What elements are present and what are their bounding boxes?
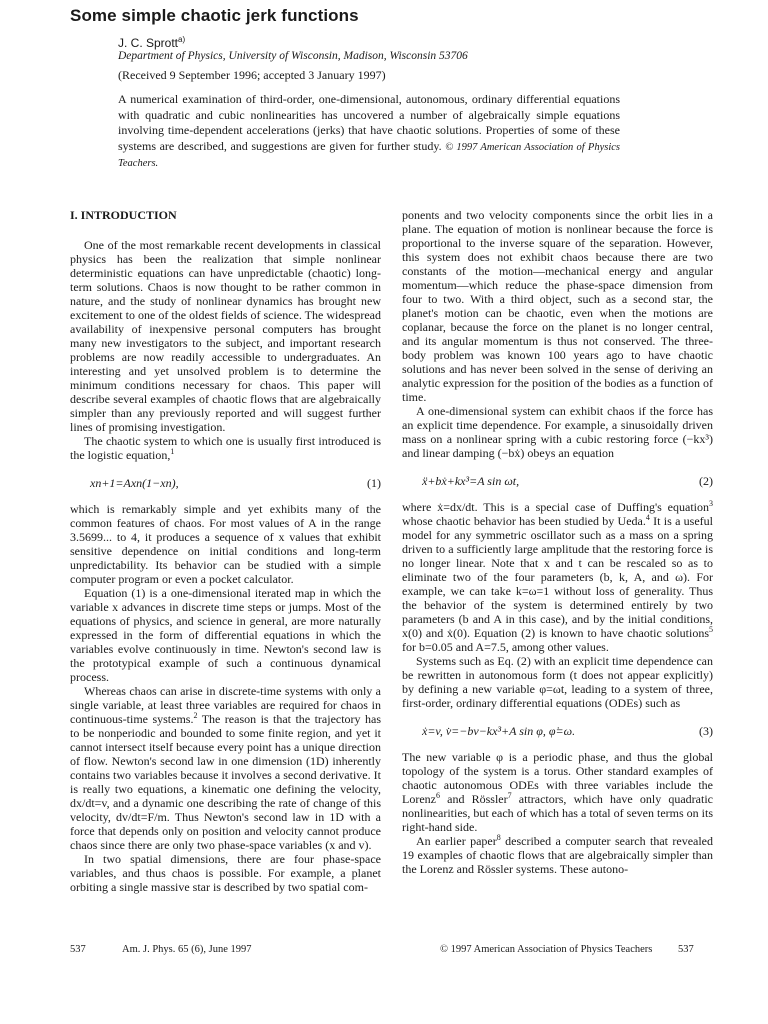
equation-1 bbox=[70, 476, 381, 490]
equation-1-number: (1) bbox=[367, 476, 381, 490]
paragraph-text: It is a useful model for any symmetric oscillator such as a mass on a spring driven to a sufficiently large amplitude that the restoring force is no longer linear. Note that x and t can be rescaled so as to eliminate two of the four parameters (b, k, A, and ω). For example, we can take k=ω=1 without loss of generality. Thus the behavior of the system is determined entirely by two parameters (b and A in this case), and by the initial conditions, x(0) and ẋ(0). Equation (2) is known to have chaotic solutions bbox=[402, 514, 713, 640]
paragraph bbox=[70, 684, 381, 852]
reference-mark: 5 bbox=[709, 625, 713, 634]
footer-page-number-right: 537 bbox=[678, 944, 694, 955]
paragraph: One of the most remarkable recent developments in classical physics has been the realization that simple nonlinear deterministic equations can have unpredictable (chaotic) long-term solutions. Chaos is now thought to be rather common in nature, and the study of nonlinear dynamics has brought new excitement to one of the oldest fields of science. The widespread availability of inexpensive personal computers has brought many new investigators to the subject, and important research problems are now readily accessible to undergraduates. An interesting and yet unsolved problem is to determine the minimum conditions necessary for chaos. This paper will describe several examples of chaotic flows that are algebraically simpler than any previously reported and will suggest further lines of promising investigation. bbox=[70, 238, 381, 434]
equation-3-number: (3) bbox=[699, 724, 713, 738]
paragraph-text: whose chaotic behavior has been studied by Ueda. bbox=[402, 514, 646, 528]
paragraph bbox=[402, 834, 713, 876]
equation-2-number: (2) bbox=[699, 474, 713, 488]
paragraph: which is remarkably simple and yet exhibits many of the common features of chaos. For most values of A in the range 3.5699... to 4, it produces a sequence of x values that exhibit sensitive dependence on initial conditions and long-term unpredictability. Its behavior can be studied with a simple computer program or even a pocket calculator. bbox=[70, 502, 381, 586]
author-line bbox=[118, 35, 185, 50]
paragraph-text: described a computer search that revealed 19 examples of chaotic flows that are algebraically simpler than the Lorenz and Rössler systems. These autono- bbox=[402, 834, 713, 876]
reference-mark: 2 bbox=[193, 711, 198, 720]
equation-2 bbox=[402, 474, 713, 488]
article-title: Some simple chaotic jerk functions bbox=[70, 6, 359, 25]
author-footnote-mark: a) bbox=[178, 35, 186, 44]
right-column bbox=[402, 208, 713, 876]
paragraph: Systems such as Eq. (2) with an explicit time dependence can be rewritten in autonomous form (t does not appear explicitly) by defining a new variable φ=ωt, leading to a system of three, first-order, ordinary differential equations (ODEs) such as bbox=[402, 654, 713, 710]
paragraph-text: The reason is that the trajectory has to be nonperiodic and bounded to some finite region, and yet it cannot intersect itself because every point has a unique direction of flow. Newton's second law in one dimension (1D) inherently contains two variables because it involves a second derivative. It is really two equations, a kinematic one defining the velocity, dx/dt=v, and a dynamic one describing the rate of change of this velocity, dv/dt=F/m. Thus Newton's second law in 1D with a force that depends only on position and velocity cannot produce chaos since there are only two phase-space variables (x and v). bbox=[70, 712, 381, 852]
paragraph: Equation (1) is a one-dimensional iterated map in which the variable x advances in discrete time steps or jumps. Most of the equations of physics, and science in general, are more naturally expressed in the form of differential equations in which the variables evolve continuously in time. Newton's second law is the prototypical example of such a continuous dynamical process. bbox=[70, 586, 381, 684]
abstract-copyright: © 1997 American Association of Physics Teachers. bbox=[118, 141, 620, 169]
reference-mark: 7 bbox=[507, 791, 512, 800]
author-name: J. C. Sprott bbox=[118, 36, 179, 50]
reference-mark: 4 bbox=[645, 513, 650, 522]
paragraph: A one-dimensional system can exhibit chaos if the force has an explicit time dependence. For example, a sinusoidally driven mass on a nonlinear spring with a cubic restoring force (−kx³) and linear damping (−bẋ) obeys an equation bbox=[402, 404, 713, 460]
reference-mark: 6 bbox=[435, 791, 440, 800]
paragraph-text: The chaotic system to which one is usually first introduced is the logistic equation, bbox=[70, 434, 381, 462]
reference-mark: 1 bbox=[170, 447, 175, 456]
paragraph-text: and Rössler bbox=[439, 792, 508, 806]
received-dates: (Received 9 September 1996; accepted 3 January 1997) bbox=[118, 68, 386, 82]
paragraph-text: An earlier paper bbox=[416, 834, 497, 848]
paragraph bbox=[402, 500, 713, 654]
paragraph-text: Whereas chaos can arise in discrete-time systems with only a single variable, at least three variables are required for chaos in continuous-time systems. bbox=[70, 684, 381, 726]
paragraph-text: for b=0.05 and A=7.5, among other values. bbox=[402, 640, 609, 654]
reference-mark: 8 bbox=[496, 833, 501, 842]
left-column bbox=[70, 208, 381, 894]
paragraph bbox=[402, 750, 713, 834]
paragraph-text: attractors, which have only quadratic nonlinearities, but each of which has a total of seven terms on its right-hand side. bbox=[402, 792, 713, 834]
footer-copyright: © 1997 American Association of Physics Teachers bbox=[440, 944, 653, 955]
paragraph: In two spatial dimensions, there are four phase-space variables, and thus chaos is possible. For example, a planet orbiting a single massive star is described by two spatial com- bbox=[70, 852, 381, 894]
abstract-text: A numerical examination of third-order, one-dimensional, autonomous, ordinary differential equations with quadratic and cubic nonlinearities has uncovered a number of algebraically simple equations involving time-dependent accelerations (jerks) that have chaotic solutions. Properties of some of these systems are described, and suggestions are given for further study. bbox=[118, 92, 620, 153]
reference-mark: 3 bbox=[709, 499, 713, 508]
equation-1-body: xn+1=Axn(1−xn), bbox=[90, 476, 179, 490]
paragraph bbox=[70, 434, 381, 462]
paragraph: ponents and two velocity components since the orbit lies in a plane. The equation of motion is nonlinear because the force is proportional to the inverse square of the separation. However, this system does not exhibit chaos because there are two constants of the motion—mechanical energy and angular momentum—which reduce the phase-space dimension from four to two. With a third object, such as a second star, the planet's motion can be chaotic, even when the motions are coplanar, because the force on the planet is no longer central, and its angular momentum is thus not conserved. The three-body problem was known 100 years ago to have chaotic solutions and has never been solved in the sense of deriving an analytic expression for the position of the bodies as a function of time. bbox=[402, 208, 713, 404]
footer-journal: Am. J. Phys. 65 (6), June 1997 bbox=[122, 944, 252, 955]
paragraph-text: The new variable φ is a periodic phase, and thus the global topology of the system is a torus. Other standard examples of chaotic autonomous ODEs with three variables include the Lorenz bbox=[402, 750, 713, 806]
section-heading: I. INTRODUCTION bbox=[70, 208, 177, 222]
equation-2-body: ẍ+bẋ+kx³=A sin ωt, bbox=[422, 474, 520, 488]
paragraph-text: where ẋ=dx/dt. This is a special case of Duffing's equation bbox=[402, 500, 709, 514]
equation-3 bbox=[402, 724, 713, 738]
footer-page-number-left: 537 bbox=[70, 944, 86, 955]
affiliation: Department of Physics, University of Wisconsin, Madison, Wisconsin 53706 bbox=[118, 50, 468, 62]
equation-3-body: ẋ=v, v̇=−bv−kx³+A sin φ, φ̇=ω. bbox=[422, 724, 576, 738]
abstract bbox=[118, 92, 620, 172]
